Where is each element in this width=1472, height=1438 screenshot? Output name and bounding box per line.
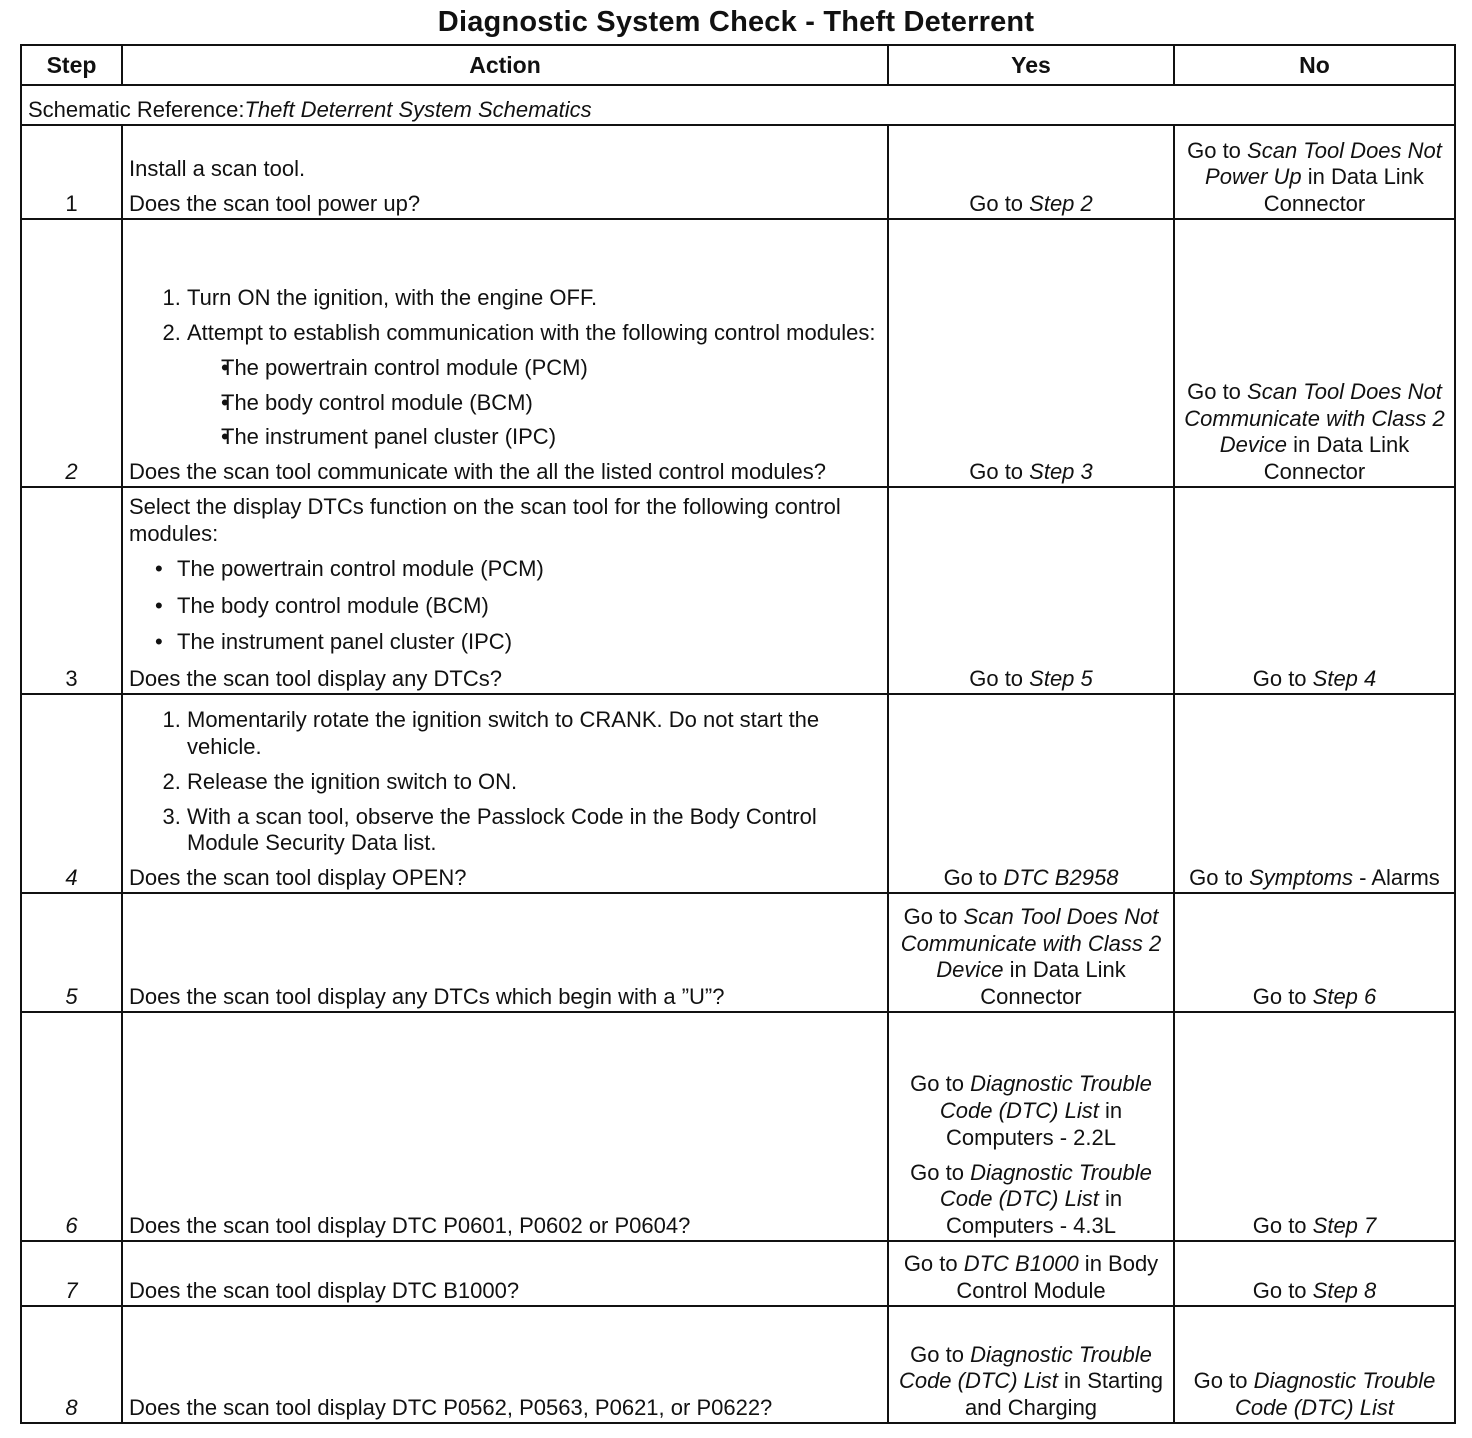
- no-link[interactable]: Symptoms: [1249, 865, 1354, 891]
- header-action: Action: [122, 45, 888, 85]
- action-question: Does the scan tool communicate with the all the listed control modules?: [129, 459, 827, 485]
- table-row: [21, 1241, 1455, 1306]
- no-text-post: in Data Link Connector: [1263, 432, 1410, 485]
- no-cell[interactable]: [1174, 487, 1455, 694]
- no-link[interactable]: Diagnostic Trouble Code (DTC) List: [1235, 1368, 1436, 1421]
- yes-text-post: in Data Link Connector: [980, 957, 1126, 1010]
- step-number: 1: [21, 125, 122, 219]
- yes-text: Go to: [910, 1071, 971, 1097]
- action-cell: [122, 125, 888, 219]
- yes-cell[interactable]: [888, 219, 1174, 487]
- yes-cell[interactable]: [888, 893, 1174, 1012]
- table-row: [21, 1012, 1455, 1241]
- yes-text: Go to: [969, 191, 1030, 217]
- yes-text-post: in Computers - 2.2L: [946, 1097, 1123, 1150]
- table-row: [21, 893, 1455, 1012]
- yes-text: Go to: [969, 459, 1030, 485]
- yes-cell[interactable]: [888, 1012, 1174, 1241]
- module-item: • The instrument panel cluster (IPC): [221, 424, 881, 451]
- module-item: • The powertrain control module (PCM): [155, 556, 881, 583]
- step-number: 3: [21, 487, 122, 694]
- action-question: Does the scan tool power up?: [129, 191, 421, 217]
- action-cell: [122, 1306, 888, 1423]
- yes-link[interactable]: Diagnostic Trouble Code (DTC) List: [898, 1341, 1152, 1394]
- header-row: [21, 45, 1455, 85]
- no-link[interactable]: Step 7: [1312, 1213, 1377, 1239]
- action-cell: [122, 487, 888, 694]
- step-number: 5: [21, 893, 122, 1012]
- yes-text: Go to: [969, 666, 1030, 692]
- no-link[interactable]: Step 6: [1312, 984, 1377, 1010]
- yes-text: Go to: [903, 1251, 964, 1277]
- page-title: Diagnostic System Check - Theft Deterrent: [437, 6, 1035, 38]
- yes-text: Go to: [943, 865, 1004, 891]
- no-link[interactable]: Scan Tool Does Not Power Up: [1205, 137, 1442, 190]
- header-yes: Yes: [888, 45, 1174, 85]
- yes-text-post: in Starting and Charging: [964, 1368, 1164, 1421]
- action-question: Does the scan tool display any DTCs which begin with a ”U”?: [129, 984, 725, 1010]
- action-cell: [122, 1012, 888, 1241]
- yes-option-4-3l[interactable]: [895, 1160, 1167, 1240]
- yes-cell[interactable]: [888, 487, 1174, 694]
- no-cell[interactable]: [1174, 1012, 1455, 1241]
- yes-text-post: in Computers - 4.3L: [946, 1186, 1123, 1239]
- no-cell[interactable]: [1174, 694, 1455, 893]
- action-list: [129, 707, 881, 857]
- action-question: Does the scan tool display DTC B1000?: [129, 1278, 520, 1304]
- no-cell[interactable]: [1174, 1306, 1455, 1423]
- no-link[interactable]: Step 8: [1312, 1278, 1377, 1304]
- yes-cell[interactable]: [888, 1241, 1174, 1306]
- module-list: [129, 556, 881, 656]
- action-cell: [122, 1241, 888, 1306]
- no-text: Go to: [1193, 1368, 1254, 1394]
- header-no: No: [1174, 45, 1455, 85]
- action-list-item: 1. Turn ON the ignition, with the engine OFF.: [187, 285, 881, 312]
- yes-cell[interactable]: [888, 125, 1174, 219]
- yes-link[interactable]: Step 5: [1029, 666, 1093, 692]
- diagnostic-table: [20, 44, 1456, 1424]
- module-item: • The body control module (BCM): [155, 593, 881, 620]
- no-link[interactable]: Scan Tool Does Not Communicate with Class 2 Device: [1184, 378, 1445, 458]
- action-cell: [122, 694, 888, 893]
- no-cell[interactable]: [1174, 1241, 1455, 1306]
- action-question: Does the scan tool display any DTCs?: [129, 666, 502, 692]
- action-list-text: Attempt to establish communication with the following control modules:: [187, 319, 876, 345]
- schematic-reference: [21, 85, 1455, 125]
- action-intro: Select the display DTCs function on the scan tool for the following control modules:: [129, 494, 841, 546]
- no-text: Go to: [1187, 137, 1248, 163]
- no-text: Go to: [1187, 378, 1248, 404]
- step-number: 7: [21, 1241, 122, 1306]
- no-text: Go to: [1252, 1213, 1313, 1239]
- yes-text-post: in Body Control Module: [956, 1251, 1159, 1304]
- schematic-link[interactable]: Theft Deterrent System Schematics: [244, 97, 592, 123]
- action-question: Does the scan tool display DTC P0562, P0563, P0621, or P0622?: [129, 1395, 773, 1421]
- action-question: Does the scan tool display DTC P0601, P0602 or P0604?: [129, 1213, 691, 1239]
- yes-link[interactable]: Diagnostic Trouble Code (DTC) List: [939, 1071, 1152, 1123]
- action-list-item: 3. With a scan tool, observe the Passlock Code in the Body Control Module Security Data list.: [187, 804, 881, 858]
- table-row: [21, 487, 1455, 694]
- table-row: [21, 694, 1455, 893]
- yes-link[interactable]: Step 2: [1029, 191, 1093, 217]
- module-list: [187, 355, 881, 451]
- step-number: 8: [21, 1306, 122, 1423]
- no-text-post: in Data Link Connector: [1263, 164, 1424, 217]
- table-row: [21, 1306, 1455, 1423]
- no-link[interactable]: Step 4: [1312, 666, 1377, 692]
- no-cell[interactable]: [1174, 219, 1455, 487]
- yes-link[interactable]: DTC B2958: [1003, 865, 1119, 891]
- no-text: Go to: [1252, 984, 1313, 1010]
- step-number: 2: [21, 219, 122, 487]
- yes-link[interactable]: Step 3: [1029, 459, 1093, 485]
- yes-cell[interactable]: [888, 694, 1174, 893]
- no-text-post: - Alarms: [1353, 865, 1440, 891]
- action-cell: [122, 219, 888, 487]
- module-item: • The body control module (BCM): [221, 390, 881, 417]
- module-item: • The powertrain control module (PCM): [221, 355, 881, 382]
- action-list-item: [187, 320, 881, 451]
- action-question: Does the scan tool display OPEN?: [129, 865, 467, 891]
- action-line: Install a scan tool.: [129, 156, 306, 182]
- no-cell[interactable]: [1174, 893, 1455, 1012]
- yes-text: Go to: [903, 903, 964, 929]
- yes-cell[interactable]: [888, 1306, 1174, 1423]
- action-list-item: 1. Momentarily rotate the ignition switch to CRANK. Do not start the vehicle.: [187, 707, 881, 761]
- yes-text: Go to: [910, 1159, 971, 1185]
- yes-link[interactable]: Scan Tool Does Not Communicate with Class 2 Device: [900, 903, 1162, 983]
- module-item: • The instrument panel cluster (IPC): [155, 629, 881, 656]
- yes-link[interactable]: Diagnostic Trouble Code (DTC) List: [939, 1159, 1152, 1212]
- no-text: Go to: [1252, 666, 1313, 692]
- table-row: [21, 125, 1455, 219]
- action-list: [129, 285, 881, 451]
- action-cell: [122, 893, 888, 1012]
- schematic-label: Schematic Reference:: [28, 97, 245, 123]
- yes-option-2-2l[interactable]: [895, 1071, 1167, 1151]
- action-list-item: 2. Release the ignition switch to ON.: [187, 769, 881, 796]
- step-number: 6: [21, 1012, 122, 1241]
- no-cell[interactable]: [1174, 125, 1455, 219]
- schematic-reference-row: [21, 85, 1455, 125]
- yes-link[interactable]: DTC B1000: [963, 1251, 1079, 1277]
- yes-text: Go to: [910, 1341, 971, 1367]
- header-step: Step: [21, 45, 122, 85]
- table-row: [21, 219, 1455, 487]
- no-text: Go to: [1252, 1278, 1313, 1304]
- no-text: Go to: [1189, 865, 1250, 891]
- step-number: 4: [21, 694, 122, 893]
